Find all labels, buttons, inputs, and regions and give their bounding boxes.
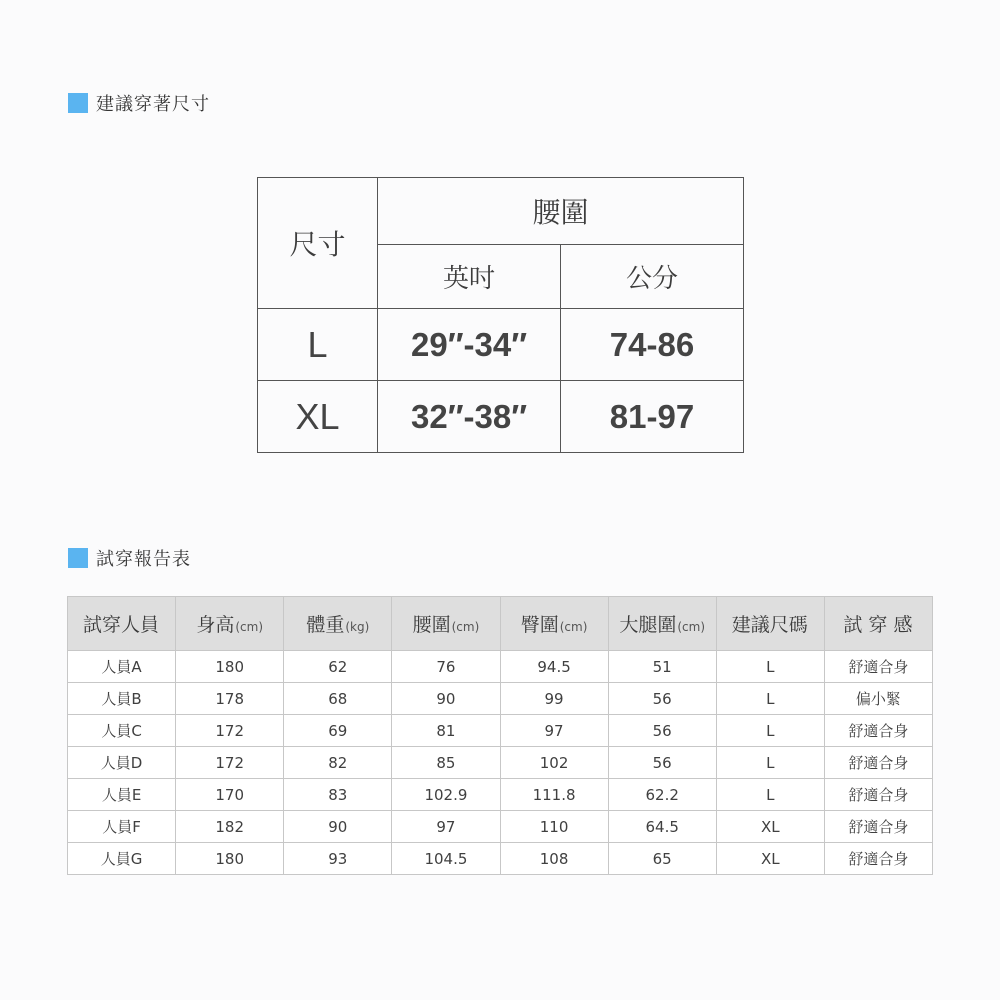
table-cell: 人員B [68,683,176,715]
table-cell: 舒適合身 [824,779,932,811]
size-header: 尺寸 [258,178,378,309]
table-cell: 人員C [68,715,176,747]
table-cell: 172 [176,747,284,779]
table-cell: 102 [500,747,608,779]
table-cell: 102.9 [392,779,500,811]
header-unit: (cm) [559,620,588,634]
header-label: 大腿圍 [619,614,677,636]
report-header-cell [500,597,608,651]
section-title: 建議穿著尺寸 [96,94,210,115]
report-header-cell [608,597,716,651]
report-header-cell [176,597,284,651]
section-heading-fitting-report [68,547,191,569]
size-label: L [258,309,378,381]
section-marker-square [68,93,88,113]
table-cell: 85 [392,747,500,779]
table-cell: 65 [608,843,716,875]
table-cell: 舒適合身 [824,811,932,843]
header-unit: (cm) [451,620,480,634]
table-cell: L [716,779,824,811]
table-cell: 舒適合身 [824,843,932,875]
table-cell: 51 [608,651,716,683]
table-cell: 97 [500,715,608,747]
table-cell: 56 [608,683,716,715]
table-cell: 人員F [68,811,176,843]
table-row [68,779,933,811]
header-unit: (kg) [345,620,370,634]
table-cell: L [716,683,824,715]
header-label: 試 穿 感 [843,614,913,636]
table-row [68,811,933,843]
table-cell: 180 [176,843,284,875]
table-cell: L [716,651,824,683]
report-body [68,651,933,875]
table-cell: 偏小緊 [824,683,932,715]
report-header-cell [716,597,824,651]
size-table [257,177,744,453]
table-cell: 83 [284,779,392,811]
table-cell: 人員E [68,779,176,811]
header-unit: (cm) [235,620,264,634]
header-label: 體重 [306,614,345,636]
waist-header: 腰圍 [378,178,744,245]
table-cell: 172 [176,715,284,747]
table-cell: L [716,747,824,779]
table-cell: 93 [284,843,392,875]
table-cell: 62 [284,651,392,683]
section-marker-square [68,548,88,568]
header-label: 試穿人員 [83,614,160,636]
size-row [258,381,744,453]
cm-value: 74-86 [561,309,744,381]
inch-value: 29″-34″ [378,309,561,381]
table-cell: 81 [392,715,500,747]
report-header-cell [824,597,932,651]
size-table-header-row [258,178,744,245]
section-heading-recommended-size [68,92,210,114]
cm-value: 81-97 [561,381,744,453]
table-cell: 69 [284,715,392,747]
table-cell: 舒適合身 [824,747,932,779]
table-cell: 56 [608,747,716,779]
table-row [68,683,933,715]
table-cell: 62.2 [608,779,716,811]
section-title: 試穿報告表 [96,549,191,570]
table-cell: 104.5 [392,843,500,875]
table-cell: 舒適合身 [824,651,932,683]
table-cell: 人員A [68,651,176,683]
table-cell: 99 [500,683,608,715]
table-row [68,843,933,875]
table-cell: 178 [176,683,284,715]
table-cell: XL [716,811,824,843]
table-cell: 64.5 [608,811,716,843]
table-row [68,651,933,683]
table-row [68,715,933,747]
table-cell: 人員D [68,747,176,779]
header-unit: (cm) [677,620,706,634]
size-label: XL [258,381,378,453]
table-cell: 人員G [68,843,176,875]
table-cell: XL [716,843,824,875]
table-cell: 180 [176,651,284,683]
inch-header: 英吋 [378,245,561,309]
table-row [68,747,933,779]
header-label: 建議尺碼 [731,614,808,636]
table-cell: 97 [392,811,500,843]
table-cell: 82 [284,747,392,779]
table-cell: 182 [176,811,284,843]
header-label: 臀圍 [520,614,559,636]
report-header-row [68,597,933,651]
report-header-cell [392,597,500,651]
table-cell: 94.5 [500,651,608,683]
table-cell: 170 [176,779,284,811]
report-header-cell [68,597,176,651]
table-cell: L [716,715,824,747]
table-cell: 舒適合身 [824,715,932,747]
header-label: 腰圍 [412,614,451,636]
table-cell: 90 [284,811,392,843]
table-cell: 90 [392,683,500,715]
report-header-cell [284,597,392,651]
table-cell: 111.8 [500,779,608,811]
size-row [258,309,744,381]
fitting-report-table [67,596,933,875]
table-cell: 68 [284,683,392,715]
table-cell: 108 [500,843,608,875]
table-cell: 56 [608,715,716,747]
header-label: 身高 [196,614,235,636]
cm-header: 公分 [561,245,744,309]
table-cell: 110 [500,811,608,843]
inch-value: 32″-38″ [378,381,561,453]
table-cell: 76 [392,651,500,683]
